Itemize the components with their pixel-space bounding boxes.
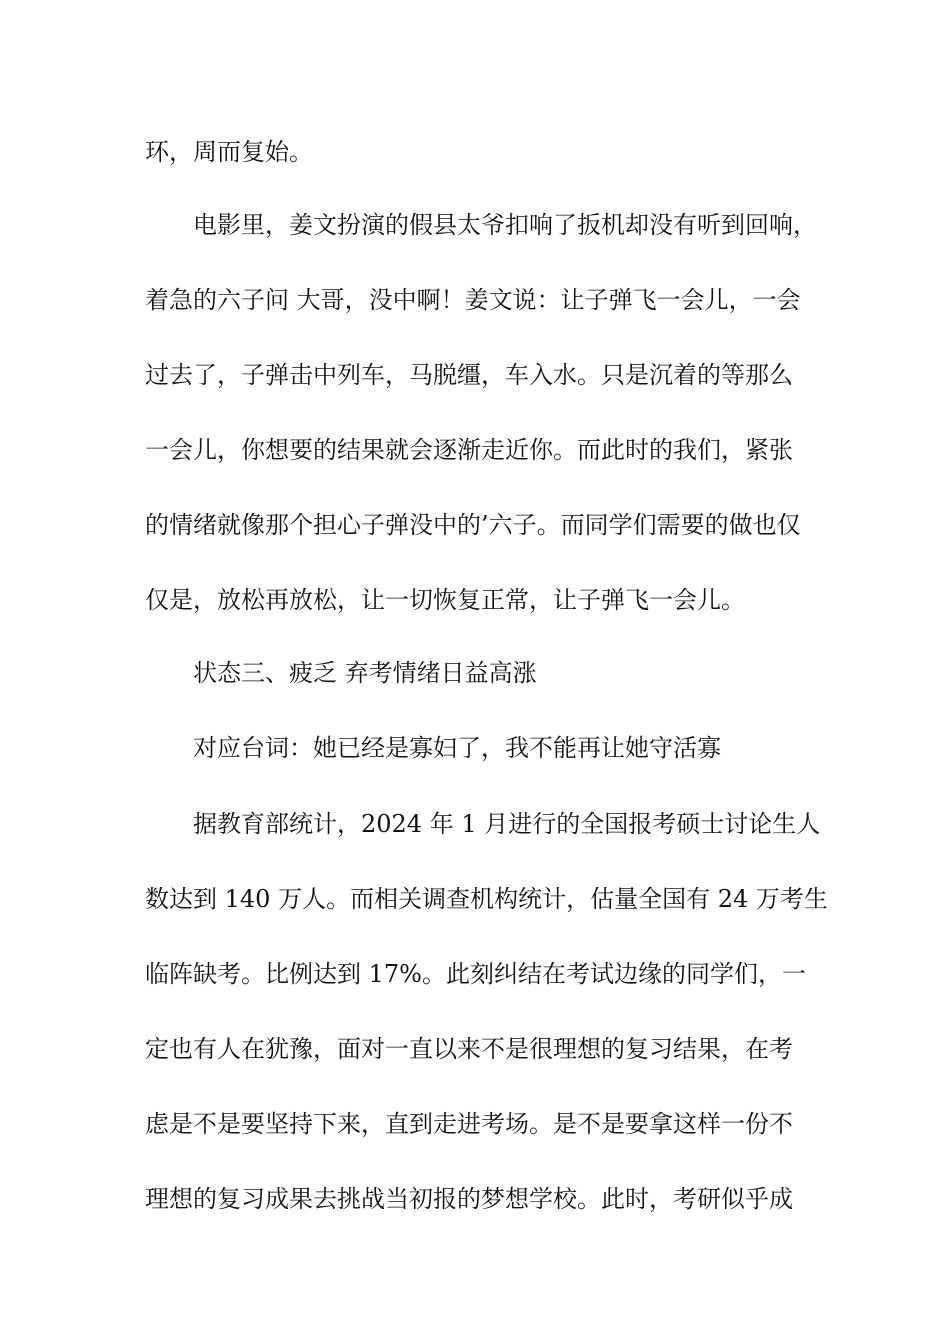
text-line: 过去了，子弹击中列车，马脱缰，车入水。只是沉着的等那么 — [145, 361, 793, 389]
text-line: 对应台词：她已经是寡妇了，我不能再让她守活寡 — [193, 734, 721, 762]
text-line: 定也有人在犹豫，面对一直以来不是很理想的复习结果，在考 — [145, 1035, 793, 1063]
text-line: 的情绪就像那个担心子弹没中的’六子。而同学们需要的做也仅 — [145, 511, 801, 539]
text-line: 环，周而复始。 — [145, 138, 313, 166]
text-line: 电影里，姜文扮演的假县太爷扣响了扳机却没有听到回响， — [193, 211, 817, 239]
text-line: 据教育部统计，2024 年 1 月进行的全国报考硕士讨论生人 — [193, 810, 821, 838]
section-heading: 状态三、疲乏 弃考情绪日益高涨 — [193, 659, 537, 687]
text-line: 数达到 140 万人。而相关调查机构统计，估量全国有 24 万考生 — [145, 885, 828, 913]
text-line: 临阵缺考。比例达到 17%。此刻纠结在考试边缘的同学们，一 — [145, 960, 806, 988]
text-line: 仅是，放松再放松，让一切恢复正常，让子弹飞一会儿。 — [145, 586, 745, 614]
text-line: 一会儿，你想要的结果就会逐渐走近你。而此时的我们，紧张 — [145, 436, 793, 464]
text-line: 虑是不是要坚持下来，直到走进考场。是不是要拿这样一份不 — [145, 1110, 793, 1138]
text-line: 理想的复习成果去挑战当初报的梦想学校。此时，考研似乎成 — [145, 1185, 793, 1213]
text-line: 着急的六子问 大哥，没中啊！姜文说：让子弹飞一会儿，一会 — [145, 286, 801, 314]
